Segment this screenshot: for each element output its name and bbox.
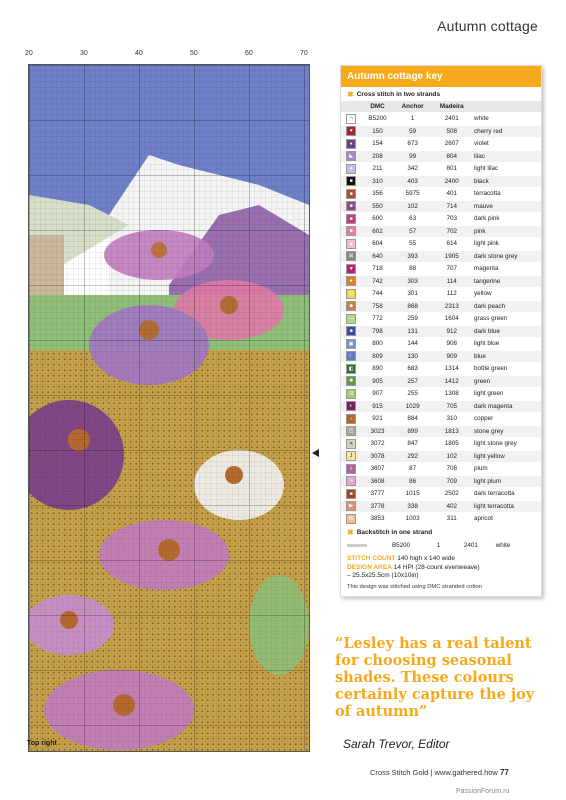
key-cell-madeira: 714 — [432, 200, 472, 213]
key-cell-anchor: 86 — [394, 475, 432, 488]
table-row — [341, 138, 541, 151]
quote-author: Sarah Trevor, Editor — [343, 737, 450, 751]
column-header: Anchor — [394, 101, 432, 113]
key-cell-dmc: 154 — [361, 138, 393, 151]
key-cell-name: dark terracotta — [472, 488, 541, 501]
column-header: Madeira — [432, 101, 472, 113]
key-cell-dmc: 772 — [361, 313, 393, 326]
table-row — [341, 325, 541, 338]
key-rows — [341, 113, 541, 525]
table-row — [341, 288, 541, 301]
stitch-info: STITCH COUNT 140 high x 140 wide DESIGN AREA 14 HPI (28-count evenweave) – 25.5x25.5cm (10x10in) — [347, 555, 480, 579]
key-cell-anchor: 292 — [394, 450, 432, 463]
table-row — [341, 175, 541, 188]
key-cell-madeira: 402 — [432, 500, 472, 513]
key-cell-madeira: 912 — [432, 325, 472, 338]
thread-symbol-icon: ■ — [346, 326, 356, 336]
table-row — [341, 125, 541, 138]
key-cell-anchor: 1 — [394, 113, 432, 126]
table-row — [341, 188, 541, 201]
key-cell-madeira: 2400 — [432, 175, 472, 188]
key-cell-dmc: 890 — [361, 363, 393, 376]
thread-symbol-icon: ▣ — [346, 339, 356, 349]
key-cell-madeira: 401 — [432, 188, 472, 201]
key-cell-madeira: 311 — [432, 513, 472, 525]
table-row — [341, 413, 541, 426]
key-cell-anchor: 144 — [394, 338, 432, 351]
watermark: PassionForum.ru — [456, 788, 510, 795]
thread-symbol-icon: ▶ — [346, 501, 356, 511]
key-cell-dmc: 742 — [361, 275, 393, 288]
key-cell-name: lilac — [472, 150, 541, 163]
key-cell-anchor: 57 — [394, 225, 432, 238]
thread-symbol-icon: ■ — [346, 176, 356, 186]
chart-key-panel — [340, 65, 542, 597]
thread-symbol-icon: ◧ — [346, 364, 356, 374]
cross-stitch-chart — [25, 50, 315, 750]
key-cell-madeira: 114 — [432, 275, 472, 288]
key-cell-dmc: 604 — [361, 238, 393, 251]
key-cell-anchor: 873 — [394, 138, 432, 151]
thread-symbol-icon: ♥ — [346, 126, 356, 136]
table-row — [341, 400, 541, 413]
key-cell-name: green — [472, 375, 541, 388]
key-section-back: ✖ Backstitch in one strand — [347, 527, 433, 537]
table-row — [341, 150, 541, 163]
key-cell-dmc: 600 — [361, 213, 393, 226]
axis-number: 60 — [245, 50, 253, 57]
key-cell-madeira: 2313 — [432, 300, 472, 313]
thread-symbol-icon: N — [346, 389, 356, 399]
page-number: 77 — [499, 768, 509, 777]
table-row — [341, 463, 541, 476]
table-row — [341, 338, 541, 351]
key-cell-name: apricot — [472, 513, 541, 525]
table-row — [341, 300, 541, 313]
column-header: DMC — [361, 101, 393, 113]
key-cell-madeira: 508 — [432, 125, 472, 138]
key-cell-madeira: 2607 — [432, 138, 472, 151]
key-cell-anchor: 102 — [394, 200, 432, 213]
key-cell-name: pink — [472, 225, 541, 238]
key-cell-anchor: 868 — [394, 300, 432, 313]
key-section-cross: ✖ Cross stitch in two strands — [347, 90, 441, 99]
thread-symbol-icon: ■ — [346, 189, 356, 199]
key-cell-madeira: 1412 — [432, 375, 472, 388]
key-cell-madeira: 1813 — [432, 425, 472, 438]
key-cell-madeira: 1805 — [432, 438, 472, 451]
table-row — [341, 475, 541, 488]
key-cell-name: stone grey — [472, 425, 541, 438]
key-cell-anchor: 683 — [394, 363, 432, 376]
thread-symbol-icon: ▲ — [346, 239, 356, 249]
thread-symbol-icon: ◠ — [346, 114, 356, 124]
key-cell-anchor: 257 — [394, 375, 432, 388]
key-cell-dmc: 809 — [361, 350, 393, 363]
key-cell-name: light lilac — [472, 163, 541, 176]
key-cell-anchor: 393 — [394, 250, 432, 263]
table-row — [341, 388, 541, 401]
key-cell-name: light terracotta — [472, 500, 541, 513]
pattern-grid — [28, 64, 310, 752]
table-row — [341, 363, 541, 376]
key-cell-dmc: 150 — [361, 125, 393, 138]
thread-symbol-icon: ■ — [346, 489, 356, 499]
key-cell-dmc: 602 — [361, 225, 393, 238]
axis-number: 20 — [25, 50, 33, 57]
key-cell-dmc: 3608 — [361, 475, 393, 488]
thread-symbol-icon: ◆ — [346, 301, 356, 311]
thread-symbol-icon: J — [346, 451, 356, 461]
table-row — [341, 275, 541, 288]
thread-symbol-icon: C — [346, 289, 356, 299]
table-row — [341, 213, 541, 226]
thread-symbol-icon: — — [346, 314, 356, 324]
key-cell-anchor: 884 — [394, 413, 432, 426]
center-arrow-icon — [312, 449, 319, 457]
key-cell-anchor: 303 — [394, 275, 432, 288]
table-row — [341, 375, 541, 388]
key-cell-name: tangerine — [472, 275, 541, 288]
key-cell-madeira: 1905 — [432, 250, 472, 263]
thread-symbol-icon: ♀ — [346, 414, 356, 424]
key-note: This design was stitched using DMC stranded cotton — [347, 583, 483, 590]
key-cell-madeira: 1314 — [432, 363, 472, 376]
key-cell-dmc: 905 — [361, 375, 393, 388]
thread-symbol-icon: ☾ — [346, 351, 356, 361]
axis-number: 70 — [300, 50, 308, 57]
key-cell-anchor: 131 — [394, 325, 432, 338]
key-cell-dmc: 640 — [361, 250, 393, 263]
key-cell-name: black — [472, 175, 541, 188]
key-cell-madeira: 801 — [432, 163, 472, 176]
key-cell-dmc: 798 — [361, 325, 393, 338]
key-cell-anchor: 1029 — [394, 400, 432, 413]
key-cell-anchor: 301 — [394, 288, 432, 301]
thread-symbol-icon: ■ — [346, 214, 356, 224]
thread-symbol-icon: ✦ — [346, 164, 356, 174]
key-cell-madeira: 2401 — [432, 113, 472, 126]
thread-symbol-icon: ◊ — [346, 464, 356, 474]
thread-symbol-icon: ● — [346, 276, 356, 286]
table-row — [341, 200, 541, 213]
thread-symbol-icon: ■ — [346, 226, 356, 236]
table-row — [341, 425, 541, 438]
key-cell-anchor: 403 — [394, 175, 432, 188]
key-cell-dmc: 3778 — [361, 500, 393, 513]
table-row — [341, 513, 541, 525]
key-cell-madeira: 614 — [432, 238, 472, 251]
key-cell-dmc: 744 — [361, 288, 393, 301]
key-cell-anchor: 99 — [394, 150, 432, 163]
axis-number: 40 — [135, 50, 143, 57]
key-cell-name: yellow — [472, 288, 541, 301]
key-cell-anchor: 847 — [394, 438, 432, 451]
key-cell-dmc: 915 — [361, 400, 393, 413]
key-cell-madeira: 709 — [432, 475, 472, 488]
key-cell-anchor: 55 — [394, 238, 432, 251]
key-cell-anchor: 87 — [394, 463, 432, 476]
key-cell-dmc: 800 — [361, 338, 393, 351]
key-cell-madeira: 112 — [432, 288, 472, 301]
key-cell-madeira: 708 — [432, 463, 472, 476]
key-cell-anchor: 59 — [394, 125, 432, 138]
key-cell-name: mauve — [472, 200, 541, 213]
key-cell-madeira: 1308 — [432, 388, 472, 401]
key-cell-anchor: 63 — [394, 213, 432, 226]
key-title: Autumn cottage key — [341, 66, 541, 87]
key-cell-name: light pink — [472, 238, 541, 251]
key-cell-name: plum — [472, 463, 541, 476]
key-cell-anchor: 259 — [394, 313, 432, 326]
key-cell-dmc: 3853 — [361, 513, 393, 525]
key-cell-dmc: 907 — [361, 388, 393, 401]
key-cell-name: blue — [472, 350, 541, 363]
key-cell-dmc: 3607 — [361, 463, 393, 476]
key-cell-name: terracotta — [472, 188, 541, 201]
table-row: B5200 1 2401 white — [341, 539, 541, 551]
key-cell-anchor: 255 — [394, 388, 432, 401]
key-cell-dmc: 3023 — [361, 425, 393, 438]
thread-symbol-icon: ◐ — [346, 401, 356, 411]
key-cell-madeira: 102 — [432, 450, 472, 463]
key-cell-name: violet — [472, 138, 541, 151]
key-cell-dmc: 3072 — [361, 438, 393, 451]
key-cell-anchor: 899 — [394, 425, 432, 438]
key-cell-name: light green — [472, 388, 541, 401]
table-row — [341, 225, 541, 238]
symbol-header — [341, 101, 361, 113]
table-row — [341, 350, 541, 363]
key-cell-name: light stone grey — [472, 438, 541, 451]
key-cell-anchor: 1015 — [394, 488, 432, 501]
thread-symbol-icon: ◣ — [346, 151, 356, 161]
thread-symbol-icon: ⊠ — [346, 251, 356, 261]
cross-mark-icon: ✖ — [347, 90, 354, 99]
key-cell-madeira: 705 — [432, 400, 472, 413]
key-cell-madeira: 1604 — [432, 313, 472, 326]
key-cell-anchor: 130 — [394, 350, 432, 363]
key-cell-name: bottle green — [472, 363, 541, 376]
key-cell-madeira: 707 — [432, 263, 472, 276]
key-cell-dmc: 208 — [361, 150, 393, 163]
table-row — [341, 250, 541, 263]
page-title: Autumn cottage — [437, 18, 538, 34]
table-row — [341, 450, 541, 463]
key-cell-name: white — [472, 113, 541, 126]
key-cell-madeira: 702 — [432, 225, 472, 238]
key-cell-dmc: 3777 — [361, 488, 393, 501]
thread-symbol-icon: ♦ — [346, 139, 356, 149]
thread-symbol-icon: ■ — [346, 201, 356, 211]
thread-symbol-icon: ◰ — [346, 426, 356, 436]
key-cell-name: light blue — [472, 338, 541, 351]
key-cell-dmc: 3078 — [361, 450, 393, 463]
key-cell-name: light plum — [472, 475, 541, 488]
key-cell-name: grass green — [472, 313, 541, 326]
table-row — [341, 113, 541, 126]
thread-symbol-icon: W — [346, 514, 356, 524]
cross-mark-icon: ✖ — [347, 527, 354, 537]
key-cell-anchor: 88 — [394, 263, 432, 276]
key-cell-dmc: 921 — [361, 413, 393, 426]
name-header — [472, 101, 541, 113]
pattern-artwork — [29, 65, 309, 751]
table-row — [341, 263, 541, 276]
key-table — [341, 101, 541, 525]
key-cell-name: dark blue — [472, 325, 541, 338]
key-cell-dmc: 356 — [361, 188, 393, 201]
table-row — [341, 500, 541, 513]
key-cell-madeira: 703 — [432, 213, 472, 226]
key-cell-dmc: 758 — [361, 300, 393, 313]
page-footer: Cross Stitch Gold | www.gathered.how 77 — [370, 768, 509, 777]
key-cell-name: dark stone grey — [472, 250, 541, 263]
key-cell-name: dark pink — [472, 213, 541, 226]
key-cell-madeira: 2502 — [432, 488, 472, 501]
thread-symbol-icon: ▼ — [346, 264, 356, 274]
key-cell-dmc: 550 — [361, 200, 393, 213]
table-row — [341, 488, 541, 501]
key-cell-madeira: 310 — [432, 413, 472, 426]
thread-symbol-icon: ✧ — [346, 476, 356, 486]
key-cell-dmc: 718 — [361, 263, 393, 276]
key-cell-madeira: 804 — [432, 150, 472, 163]
axis-number: 50 — [190, 50, 198, 57]
table-row — [341, 438, 541, 451]
key-cell-madeira: 909 — [432, 350, 472, 363]
key-cell-madeira: 908 — [432, 338, 472, 351]
thread-symbol-icon: ✕ — [346, 439, 356, 449]
key-cell-name: dark magenta — [472, 400, 541, 413]
backstitch-table — [341, 539, 541, 552]
key-cell-dmc: 310 — [361, 175, 393, 188]
axis-number: 30 — [80, 50, 88, 57]
key-cell-name: dark peach — [472, 300, 541, 313]
pull-quote: “Lesley has a real talent for choosing seasonal shades. These colours certainly capture the joy of autumn” — [335, 635, 535, 720]
key-cell-anchor: 342 — [394, 163, 432, 176]
thread-symbol-icon: ✱ — [346, 376, 356, 386]
key-cell-name: copper — [472, 413, 541, 426]
key-cell-dmc: 211 — [361, 163, 393, 176]
key-cell-name: cherry red — [472, 125, 541, 138]
key-cell-anchor: 338 — [394, 500, 432, 513]
backstitch-line-icon — [341, 539, 373, 551]
chart-caption: Top right — [27, 740, 57, 747]
key-cell-name: magenta — [472, 263, 541, 276]
table-row — [341, 163, 541, 176]
table-row — [341, 313, 541, 326]
table-row — [341, 238, 541, 251]
key-cell-anchor: 5975 — [394, 188, 432, 201]
key-cell-name: light yellow — [472, 450, 541, 463]
key-cell-dmc: B5200 — [361, 113, 393, 126]
key-cell-anchor: 1003 — [394, 513, 432, 525]
